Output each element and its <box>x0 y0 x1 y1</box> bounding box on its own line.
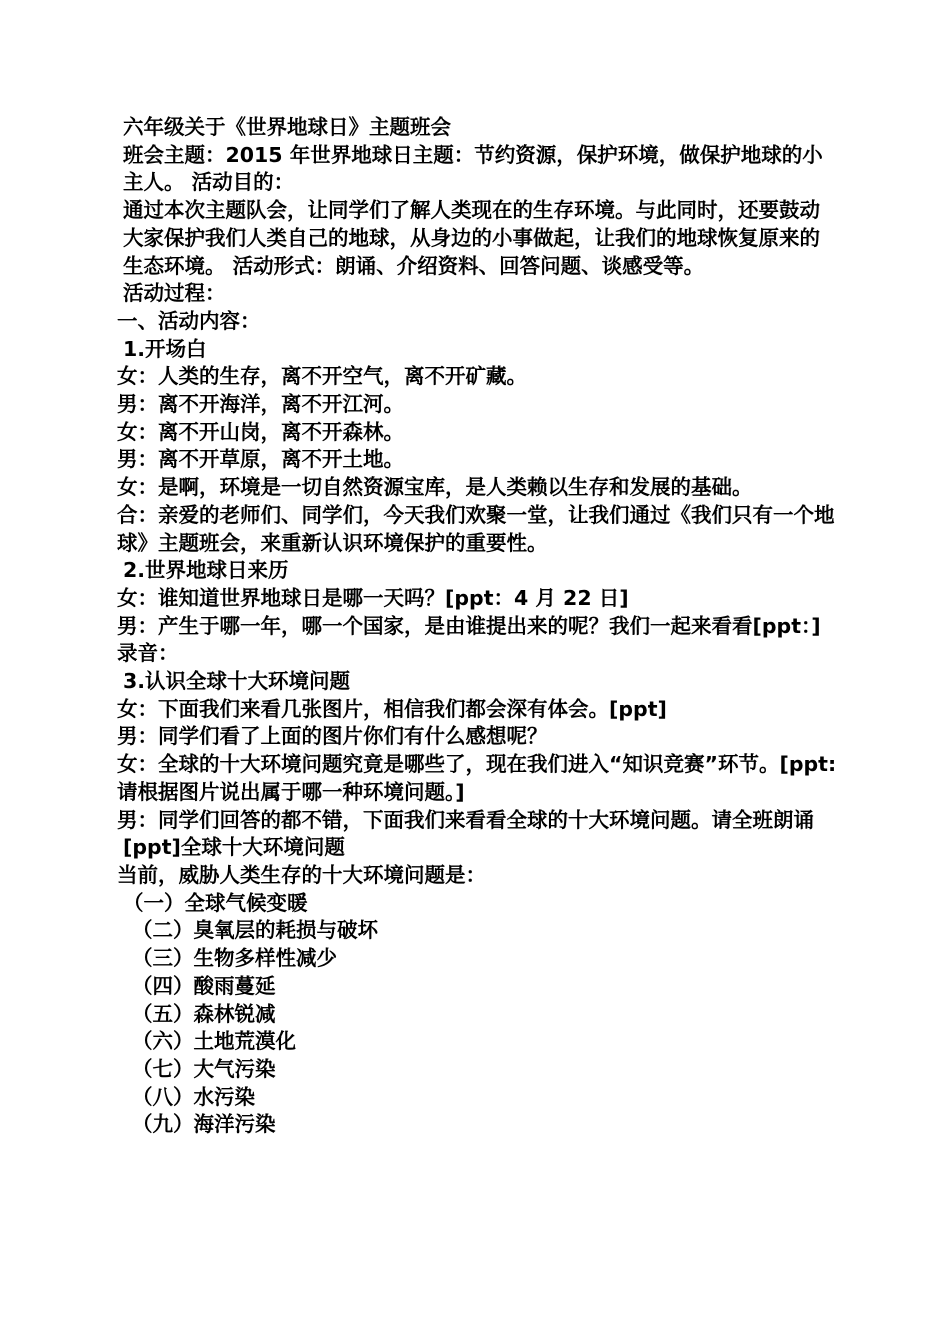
issue-item: （六）土地荒漠化 <box>132 1029 296 1054</box>
dialogue-line: 女：下面我们来看几张图片，相信我们都会深有体会。[ppt] <box>117 696 667 721</box>
dialogue-line: 男：同学们看了上面的图片你们有什么感想呢？ <box>117 724 548 749</box>
paragraph-theme: 班会主题：2015 年世界地球日主题：节约资源，保护环境，做保护地球的小主人。 活动目的： <box>123 142 823 195</box>
heading-content: 一、活动内容： <box>117 308 261 333</box>
dialogue-line: 女：全球的十大环境问题究竟是哪些了，现在我们进入“知识竞赛”环节。[ppt:请根据图片说出属于哪一种环境问题。] <box>117 752 837 804</box>
dialogue-line: 男：产生于哪一年，哪一个国家，是由谁提出来的呢？我们一起来看看[ppt：] 录音： <box>117 613 828 666</box>
heading-process: 活动过程： <box>123 281 226 306</box>
heading-earth-day-origin: 2.世界地球日来历 <box>123 558 289 583</box>
document-title: 六年级关于《世界地球日》主题班会 <box>123 115 451 139</box>
issue-item: （四）酸雨蔓延 <box>132 973 276 998</box>
dialogue-line: 女：谁知道世界地球日是哪一天吗？[ppt：4 月 22 日] <box>117 585 629 610</box>
issue-item: （一）全球气候变暖 <box>123 890 308 915</box>
dialogue-line: 男：离不开草原，离不开土地。 <box>117 447 404 472</box>
issue-item: （二）臭氧层的耗损与破坏 <box>132 918 378 943</box>
dialogue-line: 女：人类的生存，离不开空气，离不开矿藏。 <box>117 364 527 389</box>
issues-intro: 当前，威胁人类生存的十大环境问题是： <box>117 862 486 887</box>
issue-item: （七）大气污染 <box>132 1056 276 1081</box>
issue-item: （三）生物多样性减少 <box>132 946 337 971</box>
dialogue-line: 女：离不开山岗，离不开森林。 <box>117 419 404 444</box>
dialogue-line: 男：离不开海洋，离不开江河。 <box>117 392 404 417</box>
issue-item: （八）水污染 <box>132 1084 255 1109</box>
ppt-heading: [ppt]全球十大环境问题 <box>123 835 345 860</box>
document-body <box>117 114 839 1139</box>
heading-opening: 1.开场白 <box>123 336 207 361</box>
dialogue-line: 男：同学们回答的都不错，下面我们来看看全球的十大环境问题。请全班朗诵 <box>117 807 814 832</box>
heading-environment-issues: 3.认识全球十大环境问题 <box>123 669 351 694</box>
dialogue-line: 合：亲爱的老师们、同学们，今天我们欢聚一堂，让我们通过《我们只有一个地球》主题班会，来重新认识环境保护的重要性。 <box>117 502 835 555</box>
issue-item: （五）森林锐减 <box>132 1001 276 1026</box>
issue-item: （九）海洋污染 <box>132 1112 276 1137</box>
dialogue-line: 女：是啊，环境是一切自然资源宝库，是人类赖以生存和发展的基础。 <box>117 475 753 500</box>
paragraph-purpose: 通过本次主题队会，让同学们了解人类现在的生存环境。与此同时，还要鼓动大家保护我们人类自己的地球，从身边的小事做起，让我们的地球恢复原来的生态环境。 活动形式：朗诵、介绍资料、回答问题、谈感受等。 <box>123 198 820 278</box>
